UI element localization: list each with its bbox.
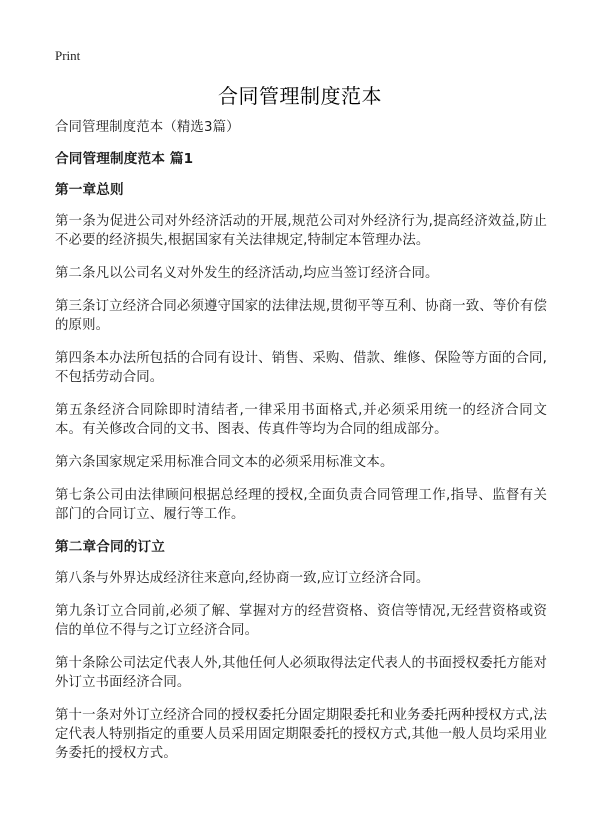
article-6: 第六条国家规定采用标准合同文本的必须采用标准文本。 — [55, 455, 394, 470]
article-11: 第十一条对外订立经济合同的授权委托分固定期限委托和业务委托两种授权方式,法定代表人特别指定的重要人员采用固定期限委托的授权方式,其他一般人员均采用业务委托的授权方式。 — [55, 708, 547, 761]
article-8: 第八条与外界达成经济往来意向,经协商一致,应订立经济合同。 — [55, 571, 430, 586]
chapter-heading-1: 第一章总则 — [55, 182, 124, 198]
section-heading: 合同管理制度范本 篇1 — [55, 151, 194, 167]
article-1: 第一条为促进公司对外经济活动的开展,规范公司对外经济行为,提高经济效益,防止不必要的经济损失,根据国家有关法律规定,特制定本管理办法。 — [55, 214, 547, 248]
article-9: 第九条订立合同前,必须了解、掌握对方的经营资格、资信等情况,无经营资格或资信的单位不得与之订立经济合同。 — [55, 604, 547, 638]
document-body — [55, 118, 547, 777]
article-4: 第四条本办法所包括的合同有设计、销售、采购、借款、维修、保险等方面的合同,不包括劳动合同。 — [55, 351, 547, 385]
article-7: 第七条公司由法律顾问根据总经理的授权,全面负责合同管理工作,指导、监督有关部门的合同订立、履行等工作。 — [55, 488, 547, 522]
article-5: 第五条经济合同除即时清结者,一律采用书面格式,并必须采用统一的经济合同文本。有关修改合同的文书、图表、传真件等均为合同的组成部分。 — [55, 403, 547, 437]
chapter-heading-2: 第二章合同的订立 — [55, 539, 165, 555]
document-subtitle: 合同管理制度范本（精选3篇） — [55, 120, 240, 135]
print-label: Print — [55, 48, 81, 63]
article-2: 第二条凡以公司名义对外发生的经济活动,均应当签订经济合同。 — [55, 266, 439, 281]
document-title: 合同管理制度范本 — [218, 84, 382, 108]
article-10: 第十条除公司法定代表人外,其他任何人必须取得法定代表人的书面授权委托方能对外订立书面经济合同。 — [55, 656, 547, 690]
article-3: 第三条订立经济合同必须遵守国家的法律法规,贯彻平等互利、协商一致、等价有偿的原则。 — [55, 299, 547, 333]
